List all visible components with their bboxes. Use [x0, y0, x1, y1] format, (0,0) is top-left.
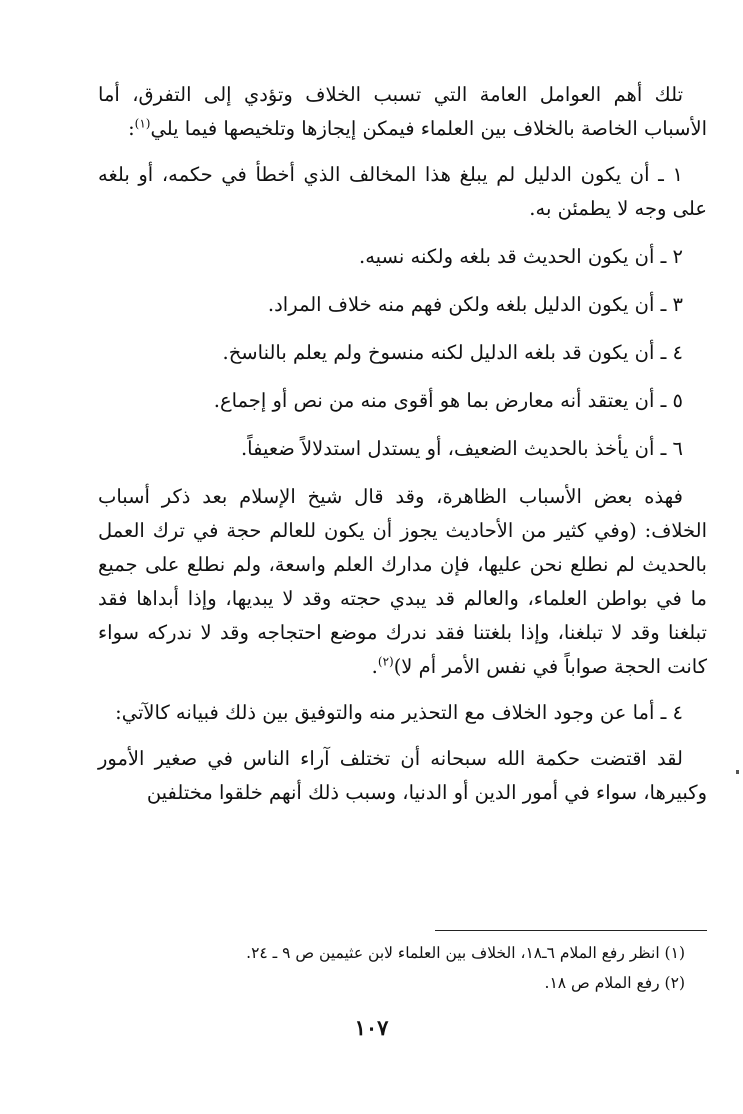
footnote-1: (١) انظر رفع الملام ٦ـ١٨، الخلاف بين العلماء لابن عثيمين ص ٩ ـ ٢٤.: [246, 944, 685, 962]
intro-text: تلك أهم العوامل العامة التي تسبب الخلاف وتؤدي إلى التفرق، أما الأسباب الخاصة بالخلاف بين العلماء فيمكن إيجازها وتلخيصها فيما يلي: [98, 83, 707, 140]
quote-paragraph: [98, 480, 707, 684]
list-item-1: ١ ـ أن يكون الدليل لم يبلغ هذا المخالف الذي أخطأ في حكمه، أو بلغه على وجه لا يطمئن به.: [98, 163, 707, 220]
quote-end: .: [371, 655, 378, 678]
footnote-ref-2: (٢): [377, 654, 394, 669]
page-body: [98, 78, 707, 822]
section-4-paragraph: ٤ ـ أما عن وجود الخلاف مع التحذير منه والتوفيق بين ذلك فبيانه كالآتي:: [115, 701, 683, 724]
list-item-6: ٦ ـ أن يأخذ بالحديث الضعيف، أو يستدل استدلالاً ضعيفاً.: [240, 437, 683, 460]
footnote-divider: [435, 930, 707, 931]
footnotes: [98, 938, 707, 998]
intro-paragraph: [98, 78, 707, 146]
page-number: ١٠٧: [354, 1015, 389, 1040]
list-item-4: ٤ ـ أن يكون قد بلغه الدليل لكنه منسوخ ولم يعلم بالناسخ.: [222, 341, 683, 364]
list-item-2: ٢ ـ أن يكون الحديث قد بلغه ولكنه نسيه.: [359, 245, 683, 268]
intro-end: :: [128, 117, 135, 140]
quote-text: فهذه بعض الأسباب الظاهرة، وقد قال شيخ الإسلام بعد ذكر أسباب الخلاف: (وفي كثير من الأحاديث يجوز أن يكون للعالم حجة في ترك العمل بالحديث لم نطلع نحن عليها، فإن مدارك العلم واسعة، ولم نطلع على جميع ما في بواطن العلماء، والعالم قد يبدي حجته وقد لا يبديها، وإذا أبداها فقد تبلغنا وقد لا تبلغنا، وإذا بلغتنا فقد ندرك موضع احتجاجه وقد لا ندركه سواء كانت الحجة صواباً في نفس الأمر أم لا): [98, 485, 707, 678]
scan-speck: [736, 770, 739, 774]
footnote-ref-1: (١): [134, 116, 151, 131]
footnote-2: (٢) رفع الملام ص ١٨.: [544, 974, 685, 992]
list-item-3: ٣ ـ أن يكون الدليل بلغه ولكن فهم منه خلاف المراد.: [267, 293, 683, 316]
closing-paragraph: لقد اقتضت حكمة الله سبحانه أن تختلف آراء الناس في صغير الأمور وكبيرها، سواء في أمور الدين أو الدنيا، وسبب ذلك أنهم خلقوا مختلفين: [98, 747, 707, 804]
list-item-5: ٥ ـ أن يعتقد أنه معارض بما هو أقوى منه من نص أو إجماع.: [213, 389, 683, 412]
